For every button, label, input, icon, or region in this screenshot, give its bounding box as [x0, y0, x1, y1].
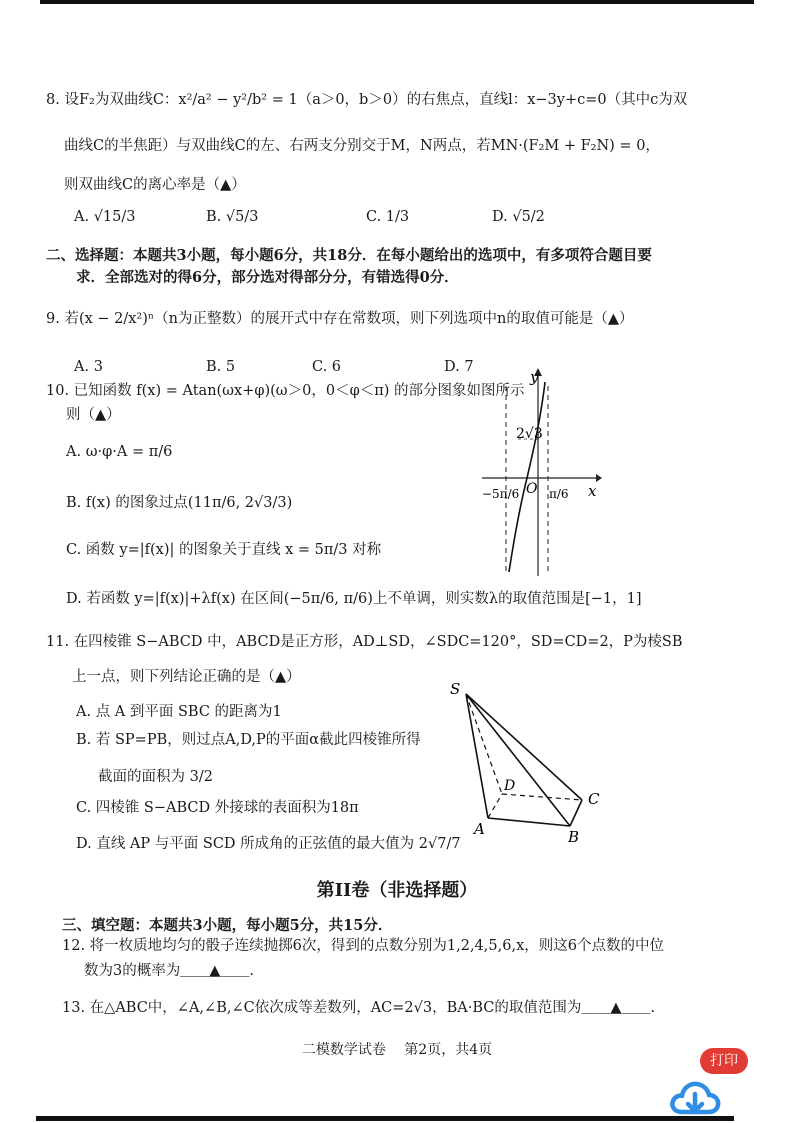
q11-option-b: B. 若 SP=PB，则过点A,D,P的平面α截此四棱锥所得	[76, 732, 421, 748]
q9-option-c: C. 6	[312, 359, 342, 375]
q10-option-b: B. f(x) 的图象过点(11π/6, 2√3/3)	[66, 495, 293, 511]
download-cloud-icon[interactable]	[668, 1076, 722, 1120]
graph-x-label: x	[588, 482, 597, 500]
q11-pyramid-figure	[448, 678, 608, 848]
part2-title: 第II卷（非选择题）	[316, 880, 478, 901]
q10-option-c: C. 函数 y=|f(x)| 的图象关于直线 x = 5π/3 对称	[66, 542, 382, 558]
q11-option-b-cont: 截面的面积为 3/2	[98, 769, 213, 785]
q11-line1: 11. 在四棱锥 S−ABCD 中，ABCD是正方形，AD⊥SD，∠SDC=120°，SD=CD=2，P为棱SB	[46, 634, 683, 650]
q8-option-c: C. 1/3	[366, 209, 410, 225]
q11-line2: 上一点，则下列结论正确的是（▲）	[72, 669, 301, 685]
q11-option-c: C. 四棱锥 S−ABCD 外接球的表面积为18π	[76, 800, 359, 816]
q12-line2: 数为3的概率为＿＿▲＿＿.	[84, 963, 254, 979]
graph-x-right: π/6	[549, 487, 569, 501]
q10-option-a: A. ω·φ·A = π/6	[66, 444, 173, 460]
q10-line1: 10. 已知函数 f(x) = Atan(ωx+φ)(ω＞0，0＜φ＜π) 的部分图象如图所示	[46, 383, 525, 399]
graph-y-label: y	[530, 368, 539, 386]
q10-option-d: D. 若函数 y=|f(x)|+λf(x) 在区间(−5π/6, π/6)上不单调，则实数λ的取值范围是[−1，1]	[66, 591, 642, 607]
section3-heading: 三、填空题：本题共3小题，每小题5分，共15分．	[62, 917, 393, 934]
q8-line2: 曲线C的半焦距）与双曲线C的左、右两支分别交于M，N两点，若MN·(F₂M + F₂N) = 0，	[64, 138, 660, 154]
graph-x-left: −5π/6	[482, 487, 520, 501]
fig-label-a: A	[474, 820, 485, 838]
fig-label-c: C	[588, 790, 600, 808]
q9-option-a: A. 3	[74, 359, 103, 375]
q12-line1: 12. 将一枚质地均匀的骰子连续抛掷6次，得到的点数分别为1,2,4,5,6,x，则这6个点数的中位	[62, 938, 664, 954]
q8-option-a: A. √15/3	[74, 209, 136, 225]
section2-line2: 求．全部选对的得6分，部分选对得部分分，有错选得0分．	[76, 269, 459, 286]
q10-tangent-graph	[478, 366, 602, 580]
q10-line2: 则（▲）	[66, 407, 121, 423]
q8-option-b: B. √5/3	[206, 209, 259, 225]
q8-line3: 则双曲线C的离心率是（▲）	[64, 177, 246, 193]
bottom-border	[36, 1116, 734, 1121]
fig-label-d: D	[504, 778, 516, 794]
fig-label-b: B	[568, 828, 580, 846]
q9-option-d: D. 7	[444, 359, 474, 375]
graph-y-value: 2√3	[516, 426, 543, 442]
q11-option-d: D. 直线 AP 与平面 SCD 所成角的正弦值的最大值为 2√7/7	[76, 836, 461, 852]
top-border	[40, 0, 754, 4]
q11-option-a: A. 点 A 到平面 SBC 的距离为1	[76, 704, 282, 720]
q8-option-d: D. √5/2	[492, 209, 545, 225]
q13-line: 13. 在△ABC中，∠A,∠B,∠C依次成等差数列，AC=2√3，BA·BC的取值范围为＿＿▲＿＿.	[62, 1000, 656, 1016]
print-button[interactable]: 打印	[700, 1048, 748, 1074]
page-footer: 二模数学试卷 第2页，共4页	[301, 1042, 493, 1058]
q9-stem: 9. 若(x − 2/x²)ⁿ（n为正整数）的展开式中存在常数项，则下列选项中n的取值可能是（▲）	[46, 311, 634, 327]
graph-origin: O	[526, 481, 538, 497]
q8-line1: 8. 设F₂为双曲线C：x²/a² − y²/b² = 1（a＞0，b＞0）的右焦点，直线l：x−3y+c=0（其中c为双	[46, 92, 688, 108]
section2-line1: 二、选择题：本题共3小题，每小题6分，共18分．在每小题给出的选项中，有多项符合题目要	[46, 247, 652, 264]
q9-option-b: B. 5	[206, 359, 236, 375]
fig-label-s: S	[450, 680, 461, 698]
